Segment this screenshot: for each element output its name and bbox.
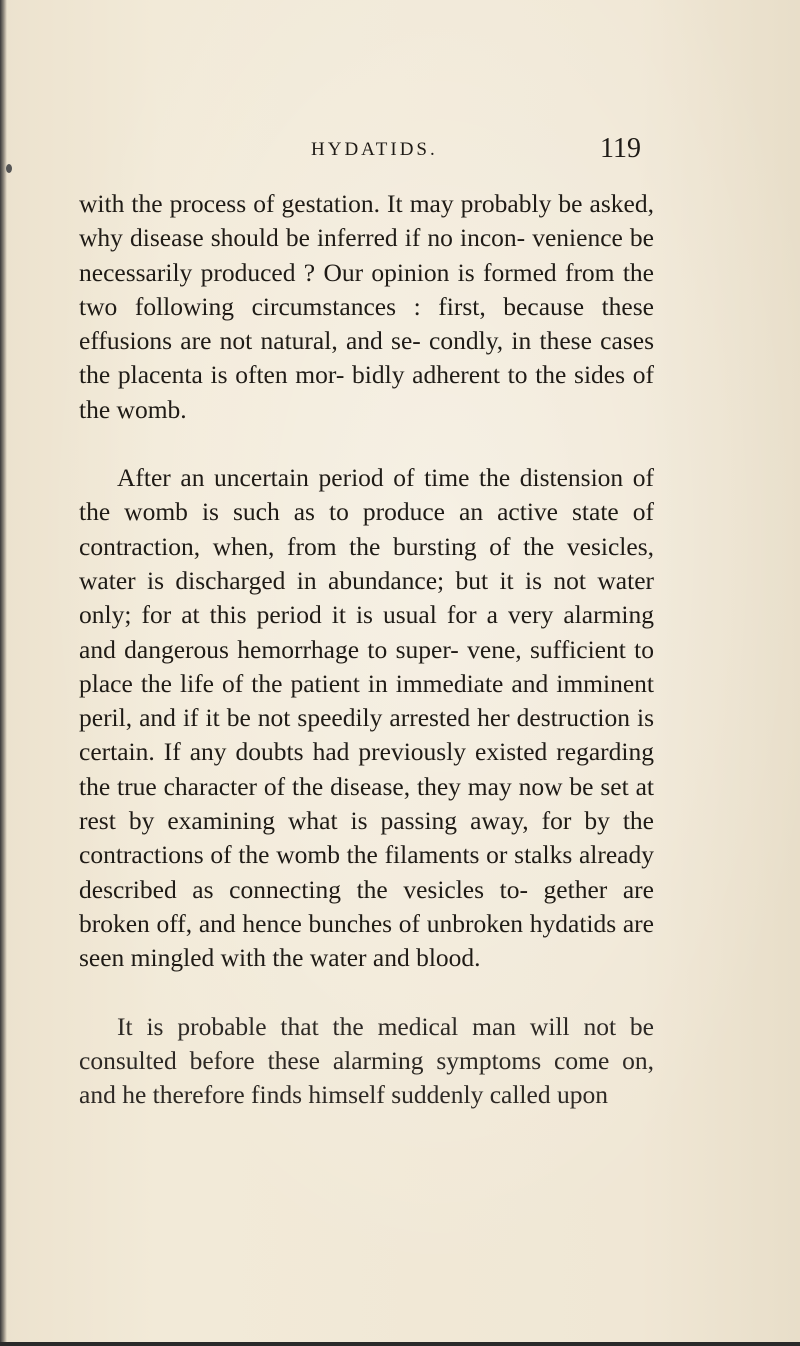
page-bottom-edge bbox=[0, 1342, 800, 1346]
page-spine-shadow bbox=[0, 0, 7, 1346]
paragraph-2: After an uncertain period of time the distension of the womb is such as to produce an active state of contraction, when, from the bursting of the vesicles, water is discharged in abundance; but it is not water only; for at this period it is usual for a very alarming and dangerous hemorrhage to super- vene, sufficient to place the life of the patient in immediate and imminent peril, and if it be not speedily arrested her destruction is certain. If any doubts had previously existed regarding the true character of the disease, they may now be set at rest by examining what is passing away, for by the contractions of the womb the filaments or stalks already described as connecting the vesicles to- gether are broken off, and hence bunches of unbroken hydatids are seen mingled with the water and blood. bbox=[79, 463, 654, 973]
body-text bbox=[79, 187, 654, 1146]
paragraph-3: It is probable that the medical man will not be consulted before these alarming symptoms come on, and he therefore finds himself suddenly called upon bbox=[79, 1011, 654, 1110]
chapter-running-title: HYDATIDS. bbox=[311, 139, 438, 160]
page-number: 119 bbox=[600, 133, 641, 164]
paragraph-1: with the process of gestation. It may probably be asked, why disease should be inferred if no incon- venience be necessarily produced ? Our opinion is formed from the two following circumstances : first, because these effusions are not natural, and se- condly, in these cases the placenta is often mor- bidly adherent to the sides of the womb. bbox=[79, 189, 654, 424]
running-head bbox=[0, 133, 800, 167]
